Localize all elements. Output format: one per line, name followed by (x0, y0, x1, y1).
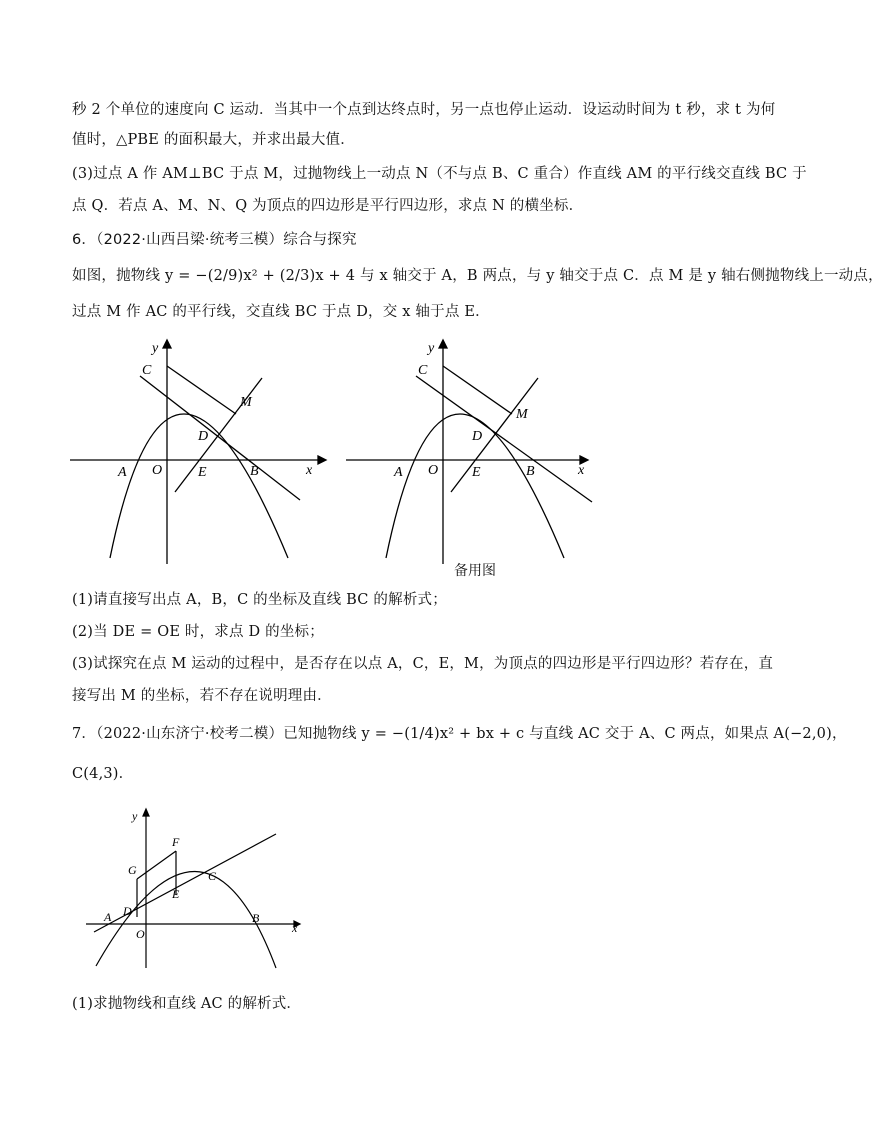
fig2-label-a: A (394, 465, 403, 480)
fig1-label-x: x (306, 463, 313, 478)
fig1-label-d: D (198, 429, 209, 444)
fig2-label-e: E (472, 465, 481, 480)
fig3-label-e: E (172, 887, 180, 901)
question-6-line-1: 如图，抛物线 y = −(2/9)x² + (2/3)x + 4 与 x 轴交于 A，B 两点，与 y 轴交于点 C．点 M 是 y 轴右侧抛物线上一动点， (72, 268, 883, 284)
question-7-line-2: C(4,3)． (72, 766, 134, 782)
fig1-label-o: O (152, 463, 163, 478)
fig3-label-g: G (128, 863, 137, 877)
question-6-line-2: 过点 M 作 AC 的平行线，交直线 BC 于点 D，交 x 轴于点 E． (72, 304, 490, 320)
text-line-4: 点 Q．若点 A、M、N、Q 为顶点的四边形是平行四边形，求点 N 的横坐标． (72, 198, 584, 214)
fig3-label-f: F (172, 835, 180, 849)
text-line-2: 值时，△PBE 的面积最大，并求出最大值． (72, 132, 355, 148)
text-line-3: (3)过点 A 作 AM⊥BC 于点 M，过抛物线上一动点 N（不与点 B、C 重合）作直线 AM 的平行线交直线 BC 于 (72, 166, 807, 182)
fig1-label-a: A (118, 465, 127, 480)
text-line-1: 秒 2 个单位的速度向 C 运动．当其中一个点到达终点时，另一点也停止运动．设运动时间为 t 秒，求 t 为何 (72, 102, 776, 118)
fig2-label-m: M (516, 407, 528, 422)
fig3-label-x: x (292, 921, 298, 935)
fig1-label-e: E (198, 465, 207, 480)
fig2-label-x: x (578, 463, 585, 478)
fig2-label-y: y (428, 341, 435, 356)
fig3-label-b: B (252, 911, 260, 925)
fig3-label-y: y (132, 809, 138, 823)
fig1-label-c: C (142, 363, 152, 378)
fig1-label-m: M (240, 395, 252, 410)
figure-3-parabola (86, 806, 308, 970)
fig3-label-c: C (208, 869, 217, 883)
fig2-label-d: D (472, 429, 483, 444)
question-6-part-2: (2)当 DE = OE 时，求点 D 的坐标； (72, 624, 324, 640)
figure-2-parabola-backup (346, 338, 606, 566)
fig2-label-b: B (526, 464, 535, 479)
question-6-part-3a: (3)试探究在点 M 运动的过程中，是否存在以点 A，C，E，M，为顶点的四边形是平行四边形？若存在，直 (72, 656, 774, 672)
question-6-part-3b: 接写出 M 的坐标，若不存在说明理由． (72, 688, 332, 704)
question-6-part-1: (1)请直接写出点 A，B，C 的坐标及直线 BC 的解析式； (72, 592, 447, 608)
fig3-label-d: D (123, 904, 132, 918)
fig1-label-y: y (152, 341, 159, 356)
fig1-label-b: B (250, 464, 259, 479)
question-7-line-1: 7．（2022·山东济宁·校考二模）已知抛物线 y = −(1/4)x² + bx + c 与直线 AC 交于 A、C 两点，如果点 A(−2,0)， (72, 726, 847, 742)
fig3-label-o: O (136, 927, 145, 941)
fig2-label-c: C (418, 363, 428, 378)
fig3-label-a: A (104, 910, 112, 924)
figure-1-parabola (70, 338, 330, 566)
question-6-title: 6．（2022·山西吕梁·统考三模）综合与探究 (72, 232, 357, 248)
question-7-part-1: (1)求抛物线和直线 AC 的解析式． (72, 996, 302, 1012)
figure-2-caption: 备用图 (454, 563, 496, 579)
fig2-label-o: O (428, 463, 439, 478)
